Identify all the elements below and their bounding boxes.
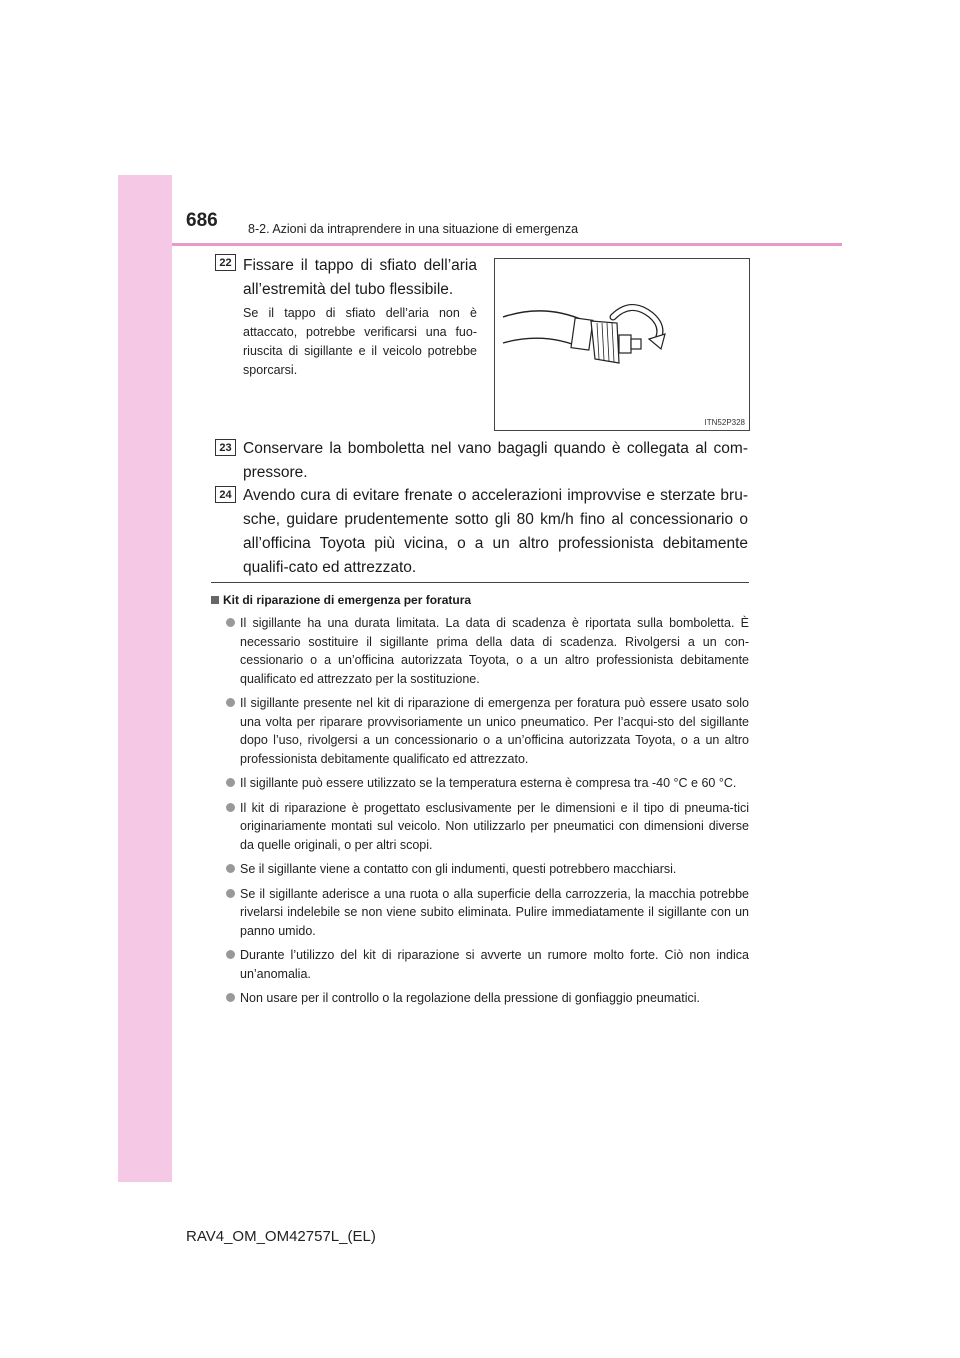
note-text: Se il sigillante aderisce a una ruota o alla superficie della carrozzeria, la macchia potrebbe rivelarsi indelebile se non viene subito eliminata. Pulire immediatamente il sigillante con un panno umido. — [240, 886, 749, 938]
notes-list — [226, 614, 749, 1014]
bullet-icon — [226, 778, 235, 787]
step-text: Avendo cura di evitare frenate o accelerazioni improvvise e sterzate bru-sche, guidare prudentemente sotto gli 80 km/h fino al concessionario o all’officina Toyota più vicina, o a un altro professionista debitamente qualifi-cato ed attrezzato. — [243, 487, 748, 576]
bullet-icon — [226, 950, 235, 959]
step-number-badge: 24 — [215, 486, 236, 503]
note-item — [226, 885, 749, 941]
chapter-sidebar-tab — [118, 175, 172, 1182]
step-number-badge: 23 — [215, 439, 236, 456]
square-bullet-icon — [211, 596, 219, 604]
notes-heading-text: Kit di riparazione di emergenza per foratura — [223, 593, 472, 607]
step-note: Se il tappo di sfiato dell’aria non è attaccato, potrebbe verificarsi una fuo-riuscita di sigillante e il veicolo potrebbe sporcarsi. — [243, 306, 477, 377]
note-text: Se il sigillante viene a contatto con gli indumenti, questi potrebbero macchiarsi. — [240, 862, 677, 876]
note-text: Il sigillante può essere utilizzato se la temperatura esterna è compresa tra -40 °C e 60 °C. — [240, 776, 737, 790]
step-number-badge: 22 — [215, 254, 236, 271]
note-text: Durante l’utilizzo del kit di riparazione si avverte un rumore molto forte. Ciò non indica un’anomalia. — [240, 948, 749, 981]
bullet-icon — [226, 803, 235, 812]
note-text: Il sigillante ha una durata limitata. La data di scadenza è riportata sulla bomboletta. È necessario sostituire il sigillante prima della data di scadenza. Rivolgersi a un con-cessionario o a un’officina autorizzata Toyota, o a un altro professionista debitamente qualificato ed attrezzato per la sostituzione. — [240, 616, 749, 686]
step-text: Conservare la bomboletta nel vano bagagli quando è collegata al com-pressore. — [243, 440, 748, 481]
note-item — [226, 774, 749, 793]
note-item — [226, 946, 749, 983]
note-item — [226, 694, 749, 768]
note-text: Il sigillante presente nel kit di riparazione di emergenza per foratura può essere usato solo una volta per riparare provvisoriamente un unico pneumatico. Per l’acqui-sto del sigillante dopo l’uso, rivolgersi a un concessionario o a un’officina autorizzata Toyota, o a un altro professionista debitamente qualificato ed attrezzato. — [240, 696, 749, 766]
note-item — [226, 614, 749, 688]
bullet-icon — [226, 864, 235, 873]
page-number: 686 — [186, 210, 218, 231]
hose-cap-rotate-illustration — [495, 259, 749, 430]
section-title: 8-2. Azioni da intraprendere in una situazione di emergenza — [248, 222, 579, 236]
note-text: Il kit di riparazione è progettato esclusivamente per le dimensioni e il tipo di pneuma-tici originariamente montati sul veicolo. Non utilizzarlo per pneumatici con dimensioni diverse da quelle originali, o per altri scopi. — [240, 800, 749, 852]
note-item — [226, 989, 749, 1008]
note-item — [226, 860, 749, 879]
note-item — [226, 799, 749, 855]
figure-hose-cap — [494, 258, 750, 431]
bullet-icon — [226, 698, 235, 707]
notes-divider — [211, 582, 749, 583]
header-rule — [172, 243, 842, 246]
bullet-icon — [226, 993, 235, 1002]
bullet-icon — [226, 889, 235, 898]
step-text: Fissare il tappo di sfiato dell’aria all’estremità del tubo flessibile. — [243, 257, 477, 298]
figure-code: ITN52P328 — [704, 418, 745, 427]
note-text: Non usare per il controllo o la regolazione della pressione di gonfiaggio pneumatici. — [240, 991, 701, 1005]
footer-document-code: RAV4_OM_OM42757L_(EL) — [186, 1228, 376, 1245]
notes-heading — [211, 593, 471, 607]
bullet-icon — [226, 618, 235, 627]
